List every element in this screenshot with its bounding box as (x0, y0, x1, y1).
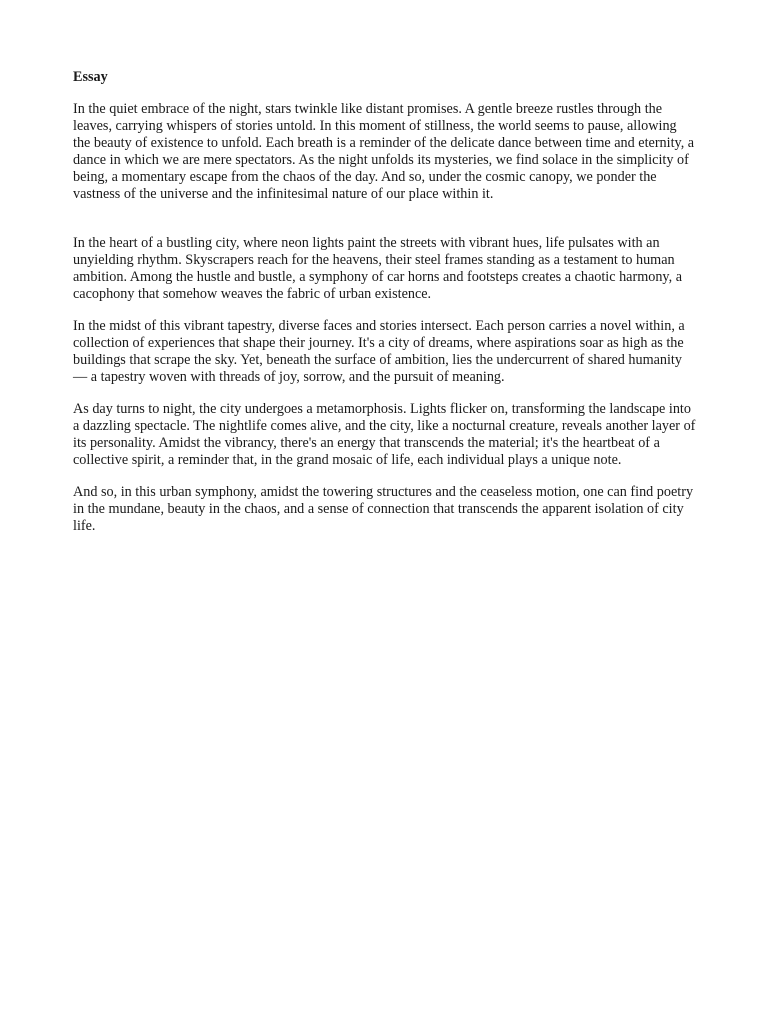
paragraph-city-night: As day turns to night, the city undergoes a metamorphosis. Lights flicker on, transforming the landscape into a dazzling spectacle. The nightlife comes alive, and the city, like a nocturnal creature, reveals another layer of its personality. Amidst the vibrancy, there's an energy that transcends the material; it's the heartbeat of a collective spirit, a reminder that, in the grand mosaic of life, each individual plays a unique note. (73, 401, 696, 468)
paragraph-city-heart: In the heart of a bustling city, where neon lights paint the streets with vibrant hues, life pulsates with an unyielding rhythm. Skyscrapers reach for the heavens, their steel frames standing as a testament to human ambition. Among the hustle and bustle, a symphony of car horns and footsteps creates a chaotic harmony, a cacophony that somehow weaves the fabric of urban existence. (73, 235, 682, 302)
document-body (73, 69, 697, 550)
paragraph-night: In the quiet embrace of the night, stars twinkle like distant promises. A gentle breeze rustles through the leaves, carrying whispers of stories untold. In this moment of stillness, the world seems to pause, allowing the beauty of existence to unfold. Each breath is a reminder of the delicate dance between time and eternity, a dance in which we are mere spectators. As the night unfolds its mysteries, we find solace in the simplicity of being, a momentary escape from the chaos of the day. And so, under the cosmic canopy, we ponder the vastness of the universe and the infinitesimal nature of our place within it. (73, 101, 695, 202)
document-title: Essay (73, 69, 108, 85)
paragraph-conclusion: And so, in this urban symphony, amidst the towering structures and the ceaseless motion, one can find poetry in the mundane, beauty in the chaos, and a sense of connection that transcends the apparent isolation of city life. (73, 484, 694, 534)
paragraph-city-tapestry: In the midst of this vibrant tapestry, diverse faces and stories intersect. Each person carries a novel within, a collection of experiences that shape their journey. It's a city of dreams, where aspirations soar as high as the buildings that scrape the sky. Yet, beneath the surface of ambition, lies the undercurrent of shared humanity — a tapestry woven with threads of joy, sorrow, and the pursuit of meaning. (73, 318, 685, 385)
